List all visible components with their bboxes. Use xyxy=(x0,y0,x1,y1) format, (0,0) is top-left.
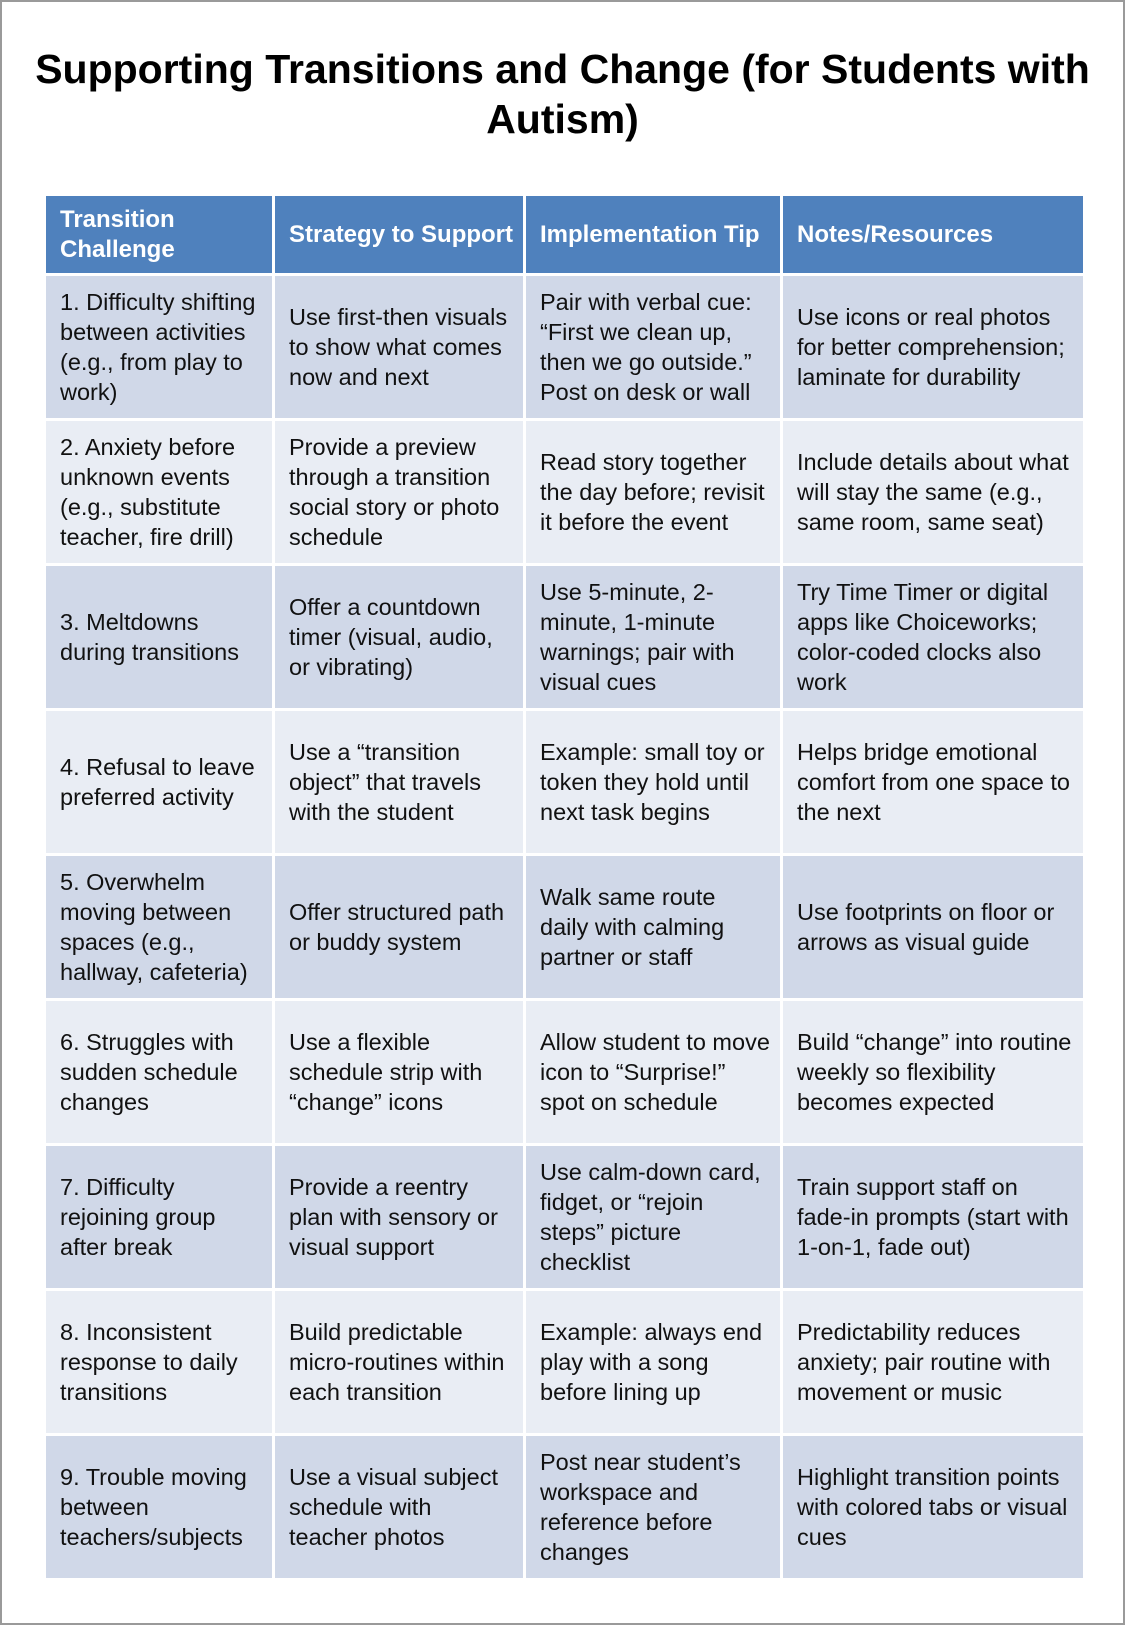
transitions-table xyxy=(46,196,1083,1581)
table-row xyxy=(46,1291,1083,1436)
cell-tip: Use calm-down card, fidget, or “rejoin steps” picture checklist xyxy=(526,1146,783,1291)
header-transition-challenge: Transition Challenge xyxy=(46,196,275,276)
cell-strategy: Offer a countdown timer (visual, audio, or vibrating) xyxy=(275,566,526,711)
cell-strategy: Use first-then visuals to show what comes now and next xyxy=(275,276,526,421)
cell-tip: Allow student to move icon to “Surprise!” spot on schedule xyxy=(526,1001,783,1146)
table-row xyxy=(46,276,1083,421)
cell-strategy: Offer structured path or buddy system xyxy=(275,856,526,1001)
cell-challenge: 4. Refusal to leave preferred activity xyxy=(46,711,275,856)
cell-notes: Predictability reduces anxiety; pair routine with movement or music xyxy=(783,1291,1083,1436)
cell-challenge: 2. Anxiety before unknown events (e.g., substitute teacher, fire drill) xyxy=(46,421,275,566)
cell-tip: Example: always end play with a song before lining up xyxy=(526,1291,783,1436)
cell-strategy: Use a “transition object” that travels with the student xyxy=(275,711,526,856)
cell-tip: Post near student’s workspace and reference before changes xyxy=(526,1436,783,1581)
cell-tip: Walk same route daily with calming partner or staff xyxy=(526,856,783,1001)
cell-strategy: Provide a reentry plan with sensory or visual support xyxy=(275,1146,526,1291)
cell-tip: Read story together the day before; revisit it before the event xyxy=(526,421,783,566)
cell-tip: Pair with verbal cue: “First we clean up, then we go outside.” Post on desk or wall xyxy=(526,276,783,421)
cell-notes: Include details about what will stay the same (e.g., same room, same seat) xyxy=(783,421,1083,566)
table-row xyxy=(46,1146,1083,1291)
table-row xyxy=(46,566,1083,711)
cell-notes: Use icons or real photos for better comprehension; laminate for durability xyxy=(783,276,1083,421)
cell-tip: Use 5-minute, 2-minute, 1-minute warnings; pair with visual cues xyxy=(526,566,783,711)
cell-notes: Build “change” into routine weekly so flexibility becomes expected xyxy=(783,1001,1083,1146)
header-implementation-tip: Implementation Tip xyxy=(526,196,783,276)
cell-challenge: 1. Difficulty shifting between activities (e.g., from play to work) xyxy=(46,276,275,421)
table-row xyxy=(46,421,1083,566)
cell-strategy: Build predictable micro-routines within each transition xyxy=(275,1291,526,1436)
header-notes-resources: Notes/Resources xyxy=(783,196,1083,276)
cell-notes: Try Time Timer or digital apps like Choiceworks; color-coded clocks also work xyxy=(783,566,1083,711)
cell-tip: Example: small toy or token they hold until next task begins xyxy=(526,711,783,856)
cell-notes: Use footprints on floor or arrows as visual guide xyxy=(783,856,1083,1001)
cell-notes: Train support staff on fade-in prompts (start with 1-on-1, fade out) xyxy=(783,1146,1083,1291)
table-row xyxy=(46,1001,1083,1146)
cell-challenge: 8. Inconsistent response to daily transitions xyxy=(46,1291,275,1436)
cell-challenge: 3. Meltdowns during transitions xyxy=(46,566,275,711)
cell-challenge: 9. Trouble moving between teachers/subjects xyxy=(46,1436,275,1581)
table-row xyxy=(46,856,1083,1001)
page-title: Supporting Transitions and Change (for Students with Autism) xyxy=(35,46,1090,142)
cell-strategy: Provide a preview through a transition social story or photo schedule xyxy=(275,421,526,566)
table-header-row xyxy=(46,196,1083,276)
cell-strategy: Use a visual subject schedule with teacher photos xyxy=(275,1436,526,1581)
cell-notes: Helps bridge emotional comfort from one space to the next xyxy=(783,711,1083,856)
cell-challenge: 6. Struggles with sudden schedule changes xyxy=(46,1001,275,1146)
cell-challenge: 5. Overwhelm moving between spaces (e.g., hallway, cafeteria) xyxy=(46,856,275,1001)
cell-strategy: Use a flexible schedule strip with “change” icons xyxy=(275,1001,526,1146)
table-row xyxy=(46,1436,1083,1581)
cell-challenge: 7. Difficulty rejoining group after break xyxy=(46,1146,275,1291)
header-strategy-to-support: Strategy to Support xyxy=(275,196,526,276)
cell-notes: Highlight transition points with colored tabs or visual cues xyxy=(783,1436,1083,1581)
table-row xyxy=(46,711,1083,856)
